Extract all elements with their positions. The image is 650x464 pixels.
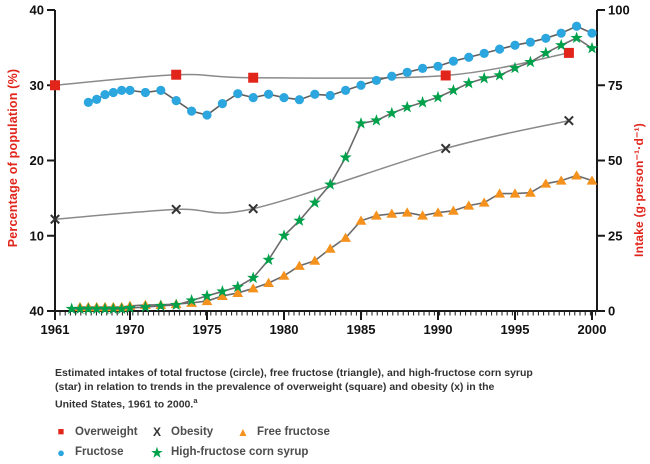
left-axis-tick-label: 20 [29,153,44,168]
legend-label: Fructose [75,446,124,458]
left-axis-tick-label: 40 [29,2,44,18]
x-axis-tick-label: 1975 [192,322,222,337]
triangle-legend-icon: ▲ [237,425,249,439]
x-axis-tick-label: 1990 [423,322,453,337]
x-axis-tick-label: 1970 [115,322,145,337]
right-axis-tick-label: 50 [608,153,623,168]
x-axis-tick-label: 1995 [500,322,530,337]
caption-line: Estimated intakes of total fructose (circle), free fructose (triangle), and high-fructose corn syrup [55,367,533,379]
x-axis-tick-label: 1961 [40,322,70,337]
legend-item-high-fructose-corn-syrup [150,445,308,459]
star-legend-icon: ★ [151,444,163,460]
series-fructose [84,22,597,120]
figure-caption [55,366,533,412]
left-axis-title: Percentage of population (%) [6,68,20,248]
legend-label: Overweight [75,426,138,438]
legend-label: Obesity [171,426,214,438]
caption-line: United States, 1961 to 2000.$^a$ [55,396,198,411]
legend-item-free-fructose [236,425,330,439]
right-axis-title: Intake (g·person⁻¹·d⁻¹) [632,123,646,257]
legend-label: Free fructose [257,426,330,438]
legend-label: High-fructose corn syrup [171,446,309,458]
series-high-fructose-corn-syrup [66,32,599,314]
left-axis-tick-label: 40 [29,303,44,319]
legend-item-obesity [150,425,213,439]
left-axis-tick-label: 30 [29,77,44,93]
right-axis-tick-label: 75 [608,77,623,93]
right-axis-tick-label: 100 [608,2,630,18]
right-axis-tick-label: 25 [608,228,623,244]
circle-legend-icon: ● [57,444,65,460]
axes [30,3,630,338]
left-axis-tick-label: 10 [29,228,44,244]
x-legend-icon: X [152,425,161,439]
legend-item-fructose [54,445,124,459]
x-axis-tick-label: 1985 [346,322,376,337]
series-obesity [51,116,573,223]
square-legend-icon: ■ [57,425,65,438]
right-axis-tick-label: 0 [608,303,616,319]
legend-item-overweight [54,425,138,439]
caption-line: (star) in relation to trends in the prevalence of overweight (square) and obesity (x) in the [55,381,495,393]
series-overweight [50,48,574,90]
x-axis-tick-label: 1980 [269,322,299,337]
x-axis-tick-label: 2000 [577,322,607,337]
series-free-fructose [75,170,598,311]
caption-footnote-marker: a [193,396,198,405]
